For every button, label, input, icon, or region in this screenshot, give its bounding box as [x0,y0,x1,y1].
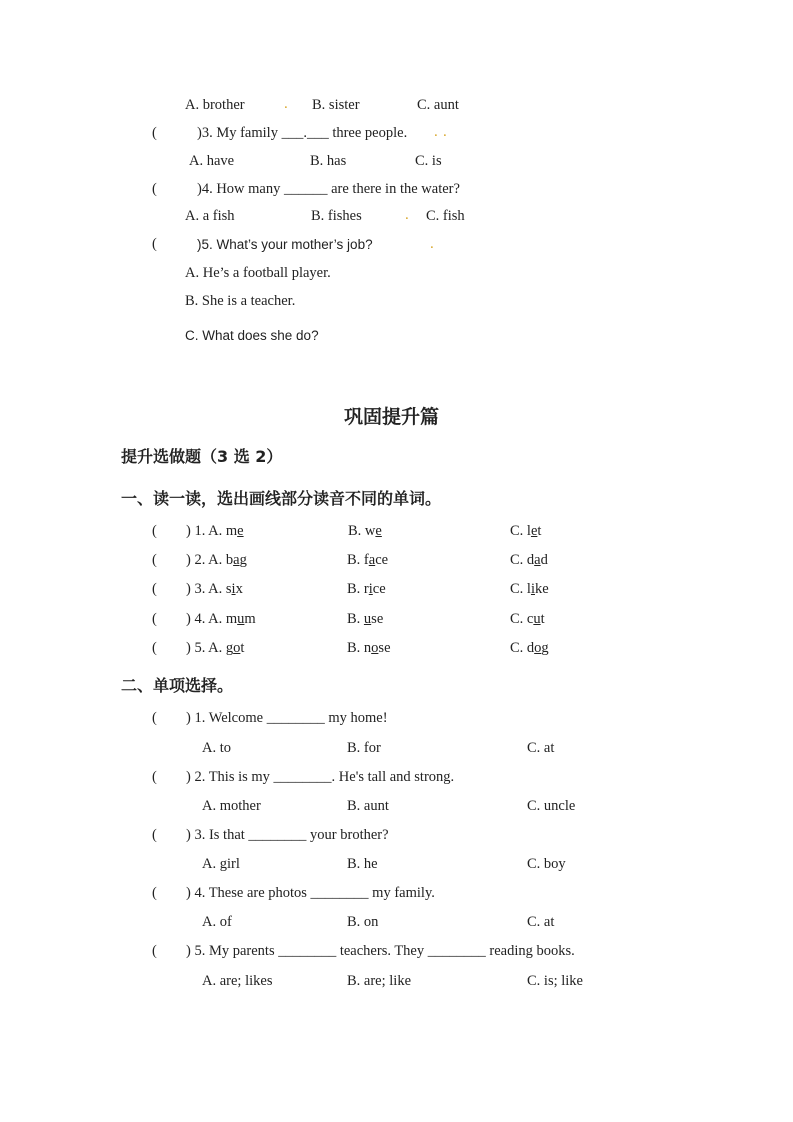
word-part: g [541,640,549,656]
option-b [347,552,388,569]
part2-q2-paren: ( [152,769,157,785]
part1-row [152,552,652,572]
part2-q4-paren: ( [152,885,157,901]
part2-q3-option-a: A. girl [202,856,240,872]
part2-q5-option-a: A. are; likes [202,973,273,989]
part2-q2-option-a: A. mother [202,798,261,814]
option-a [186,581,243,598]
option-a [186,611,256,628]
word-part: s [225,581,232,597]
section-title: 巩固提升篇 [344,406,440,428]
stray-dot: . [430,236,434,252]
option-c [510,611,545,628]
option-b [348,523,382,540]
underlined-letter: o [233,640,241,656]
word-part: t [240,640,245,656]
option-c [510,552,548,569]
part2-q1-option-a: A. to [202,740,231,756]
part2-q4-option-c: C. at [527,914,555,930]
part2-q1-stem: ) 1. Welcome ________ my home! [186,710,388,726]
row-paren: ( [152,552,157,568]
q3-option-a: A. have [189,153,235,169]
word-part: B. f [347,552,369,568]
underlined-letter: a [233,552,240,568]
part1-row [152,523,652,543]
part2-q2-option-b: B. aunt [347,798,389,814]
option-c [510,523,541,540]
word-part: t [540,611,545,627]
underlined-letter: o [534,640,542,656]
word-part: se [371,611,384,627]
q3-option-c: C. is [415,153,442,169]
row-paren: ( [152,611,157,627]
word-part: ce [372,581,386,597]
underlined-letter: a [368,552,376,568]
part2-q5-option-c: C. is; like [527,973,583,989]
option-a [186,552,247,569]
option-b [347,581,386,598]
part2-heading: 二、单项选择。 [121,676,234,695]
q4-option-b: B. fishes [311,208,362,224]
word-part: g [225,640,234,656]
option-b [347,640,391,657]
row-paren: ( [152,523,157,539]
word-part: m [225,523,238,539]
word-part: x [235,581,243,597]
row-number: ) 1. A. [186,523,226,539]
word-part: se [378,640,391,656]
q5-option-b: B. She is a teacher. [185,293,296,309]
option-c [510,581,549,598]
row-paren: ( [152,581,157,597]
word-part: d [540,552,548,568]
q3-paren: ( [152,125,157,141]
q3-option-b: B. has [310,153,347,169]
part2-q5-paren: ( [152,943,157,959]
underlined-letter: u [533,611,541,627]
part2-q2-stem: ) 2. This is my ________. He's tall and strong. [186,769,455,785]
q4-option-c: C. fish [426,208,465,224]
part2-q1-option-c: C. at [527,740,555,756]
word-part: C. c [510,611,534,627]
part2-q4-option-b: B. on [347,914,379,930]
part2-q5-stem: ) 5. My parents ________ teachers. They ________ reading books. [186,943,575,959]
row-paren: ( [152,640,157,656]
q5-stem: )5. What’s your mother’s job? [197,237,373,252]
q5-paren: ( [152,236,157,252]
word-part: m [225,611,238,627]
underlined-letter: e [375,523,382,539]
option-c [510,640,549,657]
q4-paren: ( [152,181,157,197]
underlined-letter: e [237,523,244,539]
underlined-letter: i [231,581,236,597]
part2-q4-stem: ) 4. These are photos ________ my family. [186,885,435,901]
row-number: ) 2. A. [186,552,226,568]
part2-q3-option-b: B. he [347,856,378,872]
word-part: C. d [510,640,535,656]
underlined-letter: i [530,581,535,597]
q2-option-a: A. brother [185,97,245,113]
word-part: C. l [510,581,531,597]
word-part: g [239,552,247,568]
part2-q1-paren: ( [152,710,157,726]
row-number: ) 4. A. [186,611,226,627]
row-number: ) 5. A. [186,640,226,656]
part1-row [152,581,652,601]
underlined-letter: i [368,581,373,597]
option-a [186,640,244,657]
option-b [347,611,383,628]
word-part: B. [347,611,364,627]
q5-option-a: A. He’s a football player. [185,265,331,281]
part2-q3-paren: ( [152,827,157,843]
part2-q2-option-c: C. uncle [527,798,576,814]
word-part: B. n [347,640,372,656]
q4-stem: )4. How many ______ are there in the water? [197,181,460,197]
word-part: ke [534,581,549,597]
word-part: C. d [510,552,535,568]
row-number: ) 3. A. [186,581,226,597]
word-part: C. l [510,523,531,539]
part2-q1-option-b: B. for [347,740,381,756]
underlined-letter: e [530,523,538,539]
underlined-letter: u [237,611,245,627]
word-part: t [537,523,542,539]
underlined-letter: a [534,552,541,568]
part2-q3-stem: ) 3. Is that ________ your brother? [186,827,389,843]
word-part: ce [375,552,389,568]
q5-option-c: C. What does she do? [185,328,319,343]
stray-dot: . [405,207,409,223]
stray-dot: . [443,124,447,140]
sub-title: 提升选做题（3 选 2） [121,447,283,466]
word-part: B. r [347,581,369,597]
stray-dot: . [434,124,438,140]
underlined-letter: o [371,640,379,656]
q2-option-c: C. aunt [417,97,459,113]
word-part: B. w [348,523,376,539]
part1-row [152,611,652,631]
part2-q5-option-b: B. are; like [347,973,412,989]
part1-heading: 一、读一读，选出画线部分读音不同的单词。 [121,489,442,508]
q4-option-a: A. a fish [185,208,235,224]
option-a [186,523,244,540]
part1-row [152,640,652,660]
stray-dot: . [284,96,288,112]
part2-q4-option-a: A. of [202,914,232,930]
underlined-letter: u [363,611,372,627]
q3-stem: )3. My family ___.___ three people. [197,125,408,141]
q2-option-b: B. sister [312,97,360,113]
word-part: b [225,552,234,568]
word-part: m [244,611,256,627]
part2-q3-option-c: C. boy [527,856,566,872]
